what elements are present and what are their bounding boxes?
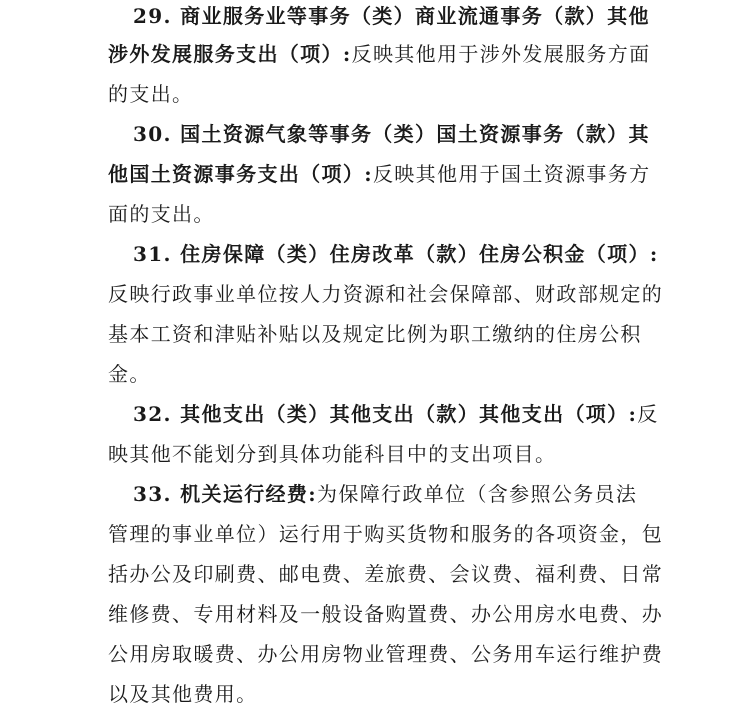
item-33-body-line-2-text: 括办公及印刷费、邮电费、差旅费、会议费、福利费、日常: [108, 562, 664, 586]
item-32-body-last-text: 映其他不能划分到具体功能科目中的支出项目。: [108, 442, 557, 466]
item-30-heading: [133, 120, 750, 148]
item-29-body-last: [108, 80, 750, 108]
item-32-body-first: 反: [637, 402, 659, 426]
item-32-heading: [133, 400, 750, 428]
item-31-body-line-2: [108, 320, 750, 348]
item-33-heading: [133, 480, 750, 508]
item-33-body-first: 为保障行政单位（含参照公务员法: [317, 482, 638, 506]
item-33-body-line-4: [108, 640, 750, 668]
item-33-body-line-2: [108, 560, 750, 588]
item-30-heading-cont: 他国土资源事务支出（项）:: [108, 162, 373, 186]
item-31-body-line-1-text: 反映行政事业单位按人力资源和社会保障部、财政部规定的: [108, 282, 664, 306]
item-29-heading-cont: 涉外发展服务支出（项）:: [108, 42, 352, 66]
item-29-heading-cont-line: [108, 40, 750, 68]
item-31-body-line-3: [108, 360, 750, 388]
item-32-body-last: [108, 440, 750, 468]
item-30-heading-cont-line: [108, 160, 750, 188]
item-33-body-line-1: [108, 520, 750, 548]
item-33-body-line-5: [108, 680, 750, 708]
item-33-body-line-3: [108, 600, 750, 628]
item-31-body-line-2-text: 基本工资和津贴补贴以及规定比例为职工缴纳的住房公积: [108, 322, 642, 346]
item-31-body-line-1: [108, 280, 750, 308]
item-33-body-line-1-text: 管理的事业单位）运行用于购买货物和服务的各项资金，包: [108, 522, 664, 546]
item-30-body-first: 反映其他用于国土资源事务方: [372, 162, 651, 186]
item-29-body-last-text: 的支出。: [108, 82, 194, 106]
item-29-body-first: 反映其他用于涉外发展服务方面: [351, 42, 651, 66]
item-33-heading-text: 33. 机关运行经费:: [133, 482, 317, 506]
item-29-heading: [133, 2, 750, 30]
item-29-heading-text: 29. 商业服务业等事务（类）商业流通事务（款）其他: [133, 4, 650, 28]
item-33-body-line-3-text: 维修费、专用材料及一般设备购置费、办公用房水电费、办: [108, 602, 664, 626]
item-31-body-line-3-text: 金。: [108, 362, 151, 386]
item-30-body-last: [108, 200, 750, 228]
item-33-body-line-4-text: 公用房取暖费、办公用房物业管理费、公务用车运行维护费: [108, 642, 664, 666]
item-33-body-line-5-text: 以及其他费用。: [108, 682, 258, 706]
item-31-heading-text: 31. 住房保障（类）住房改革（款）住房公积金（项）:: [133, 242, 659, 266]
item-30-body-last-text: 面的支出。: [108, 202, 215, 226]
item-30-heading-text: 30. 国土资源气象等事务（类）国土资源事务（款）其: [133, 122, 650, 146]
item-32-heading-text: 32. 其他支出（类）其他支出（款）其他支出（项）:: [133, 402, 638, 426]
item-31-heading: [133, 240, 750, 268]
